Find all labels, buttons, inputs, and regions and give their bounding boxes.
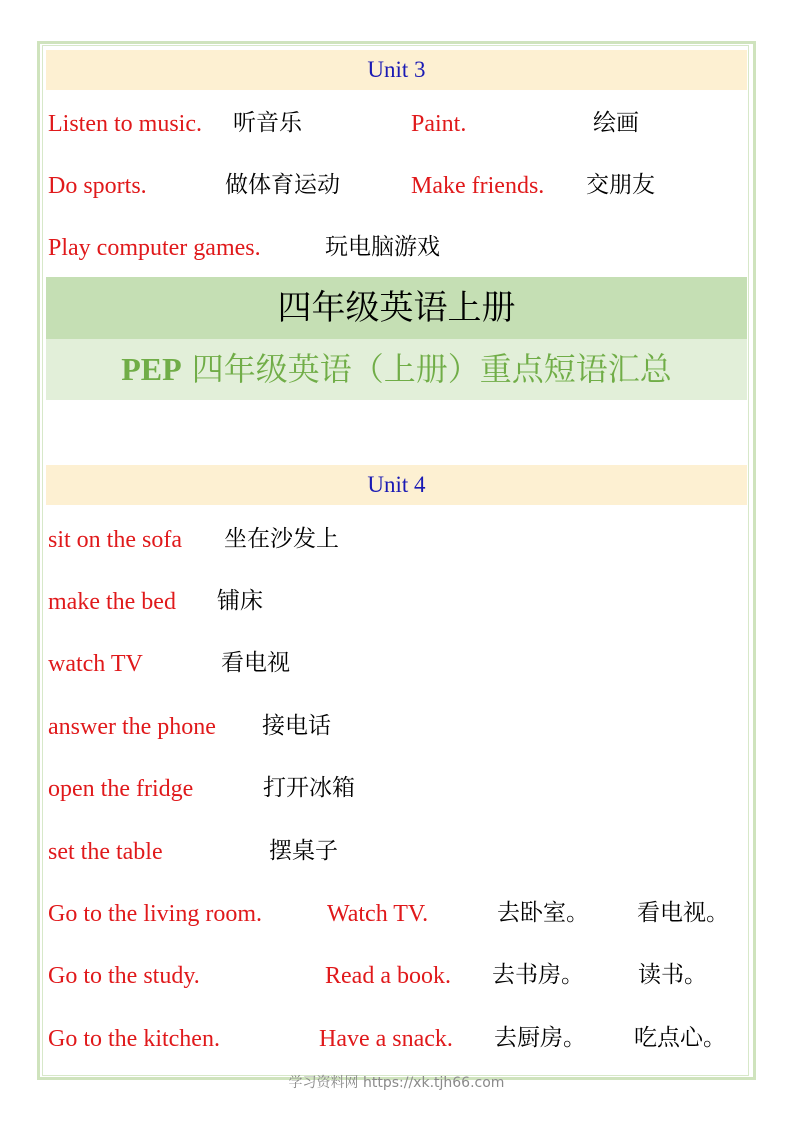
footer-watermark: 学习资料网 https://xk.tjh66.com bbox=[288, 1075, 505, 1091]
sentence-en: Have a snack. bbox=[319, 1026, 453, 1052]
unit4-header: Unit 4 bbox=[46, 465, 747, 505]
sentence-en: Watch TV. bbox=[327, 901, 429, 927]
page-subtitle bbox=[46, 339, 747, 400]
sentence-en: Go to the living room. bbox=[48, 901, 262, 927]
phrase-zh: 摆桌子 bbox=[269, 838, 338, 864]
sentence-en: Read a book. bbox=[325, 963, 451, 989]
subtitle-prefix: PEP bbox=[121, 351, 182, 387]
unit3-header: Unit 3 bbox=[46, 50, 747, 90]
phrase-zh: 听音乐 bbox=[233, 110, 302, 136]
phrase-zh: 玩电脑游戏 bbox=[325, 234, 440, 260]
page-title: 四年级英语上册 bbox=[46, 277, 747, 339]
phrase-zh: 交朋友 bbox=[586, 172, 655, 198]
sentence-en: Go to the kitchen. bbox=[48, 1026, 220, 1052]
subtitle-text: 四年级英语（上册）重点短语汇总 bbox=[191, 350, 672, 388]
phrase-zh: 绘画 bbox=[593, 110, 639, 136]
sentence-zh: 去厨房。 bbox=[494, 1025, 586, 1051]
sentence-zh: 去卧室。 bbox=[497, 900, 589, 926]
phrase-zh: 看电视 bbox=[221, 650, 290, 676]
sentence-zh: 读书。 bbox=[638, 962, 707, 988]
phrase-en: Paint. bbox=[411, 111, 467, 137]
phrase-en: Play computer games. bbox=[48, 235, 261, 261]
phrase-en: answer the phone bbox=[48, 714, 216, 740]
phrase-zh: 接电话 bbox=[262, 713, 331, 739]
phrase-zh: 坐在沙发上 bbox=[224, 526, 339, 552]
phrase-en: set the table bbox=[48, 839, 163, 865]
phrase-zh: 打开冰箱 bbox=[263, 775, 355, 801]
phrase-en: watch TV bbox=[48, 651, 143, 677]
sentence-zh: 去书房。 bbox=[492, 962, 584, 988]
phrase-en: open the fridge bbox=[48, 776, 194, 802]
phrase-en: sit on the sofa bbox=[48, 527, 182, 553]
phrase-zh: 铺床 bbox=[217, 588, 263, 614]
phrase-en: Listen to music. bbox=[48, 111, 202, 137]
phrase-en: Do sports. bbox=[48, 173, 147, 199]
phrase-zh: 做体育运动 bbox=[225, 172, 340, 198]
sentence-en: Go to the study. bbox=[48, 963, 200, 989]
sentence-zh: 吃点心。 bbox=[634, 1025, 726, 1051]
sentence-zh: 看电视。 bbox=[637, 900, 729, 926]
phrase-en: make the bed bbox=[48, 589, 176, 615]
phrase-en: Make friends. bbox=[411, 173, 545, 199]
